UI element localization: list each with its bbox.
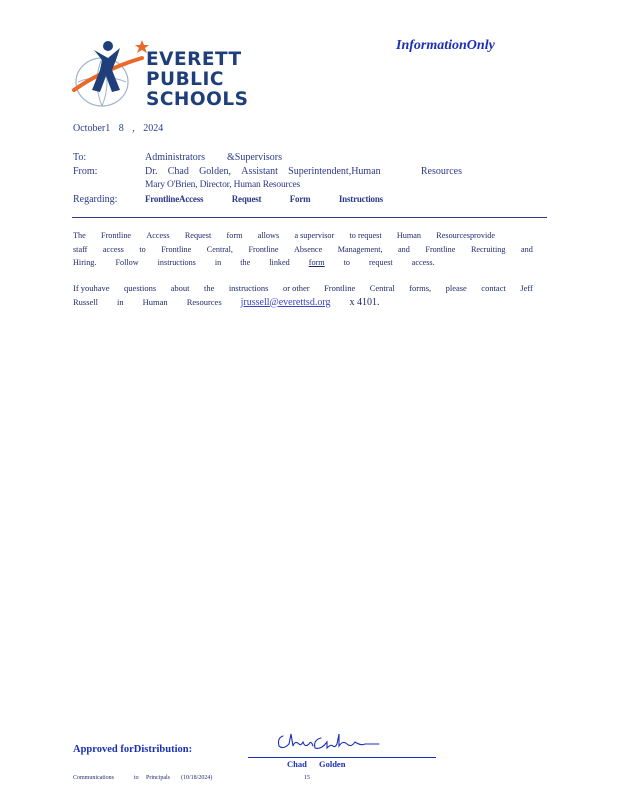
phone-extension: x 4101. [349,296,380,308]
from-value: Dr. Chad Golden, Assistant Superintendent,Human Resources [145,166,462,177]
approved-for-distribution-label: Approved forDistribution: [73,744,193,755]
footer-label: to [134,775,139,781]
signer-name: Chad Golden [287,759,346,769]
information-only-banner: InformationOnly [396,38,495,53]
paragraph-line: The Frontline Access Request form allows a supervisor to request Human Resourcesprovide [73,231,495,240]
header-divider [72,217,547,218]
memo-date: October1 8 , 2024 [73,123,164,134]
paragraph-line: If youhave questions about the instructions or other Frontline Central forms, please contact Jeff [73,283,533,293]
footer-date: (10/18/2024) [181,775,213,781]
from-value-second-line: Mary O'Brien, Director, Human Resources [145,180,300,190]
to-label: To: [73,152,87,163]
signature-line [248,757,436,758]
paragraph-line: Russell in Human Resources jrussell@everettsd.org x 4101. [73,296,380,308]
logo-wordmark: EVERETT PUBLIC SCHOOLS [146,49,249,110]
signature-image [275,728,385,754]
page-number: 15 [304,775,310,781]
regarding-label: Regarding: [73,194,118,205]
paragraph-contact [73,282,533,309]
footer-label: Communications [73,775,114,781]
regarding-value: FrontlineAccess Request Form Instructions [145,194,383,204]
footer-label: Principals [146,775,170,781]
paragraph-line: Hiring. Follow instructions in the linked form to request access. [73,256,533,270]
district-logo [72,36,252,112]
paragraph-line: staff access to Frontline Central, Frontline Absence Management, and Frontline Recruiting and [73,244,533,254]
to-value: Administrators &Supervisors [145,152,282,163]
globe-figure-icon [72,36,152,112]
form-link[interactable]: form [308,258,325,267]
email-link[interactable]: jrussell@everettsd.org [240,296,331,308]
from-label: From: [73,166,98,177]
paragraph-frontline-access [73,229,533,270]
